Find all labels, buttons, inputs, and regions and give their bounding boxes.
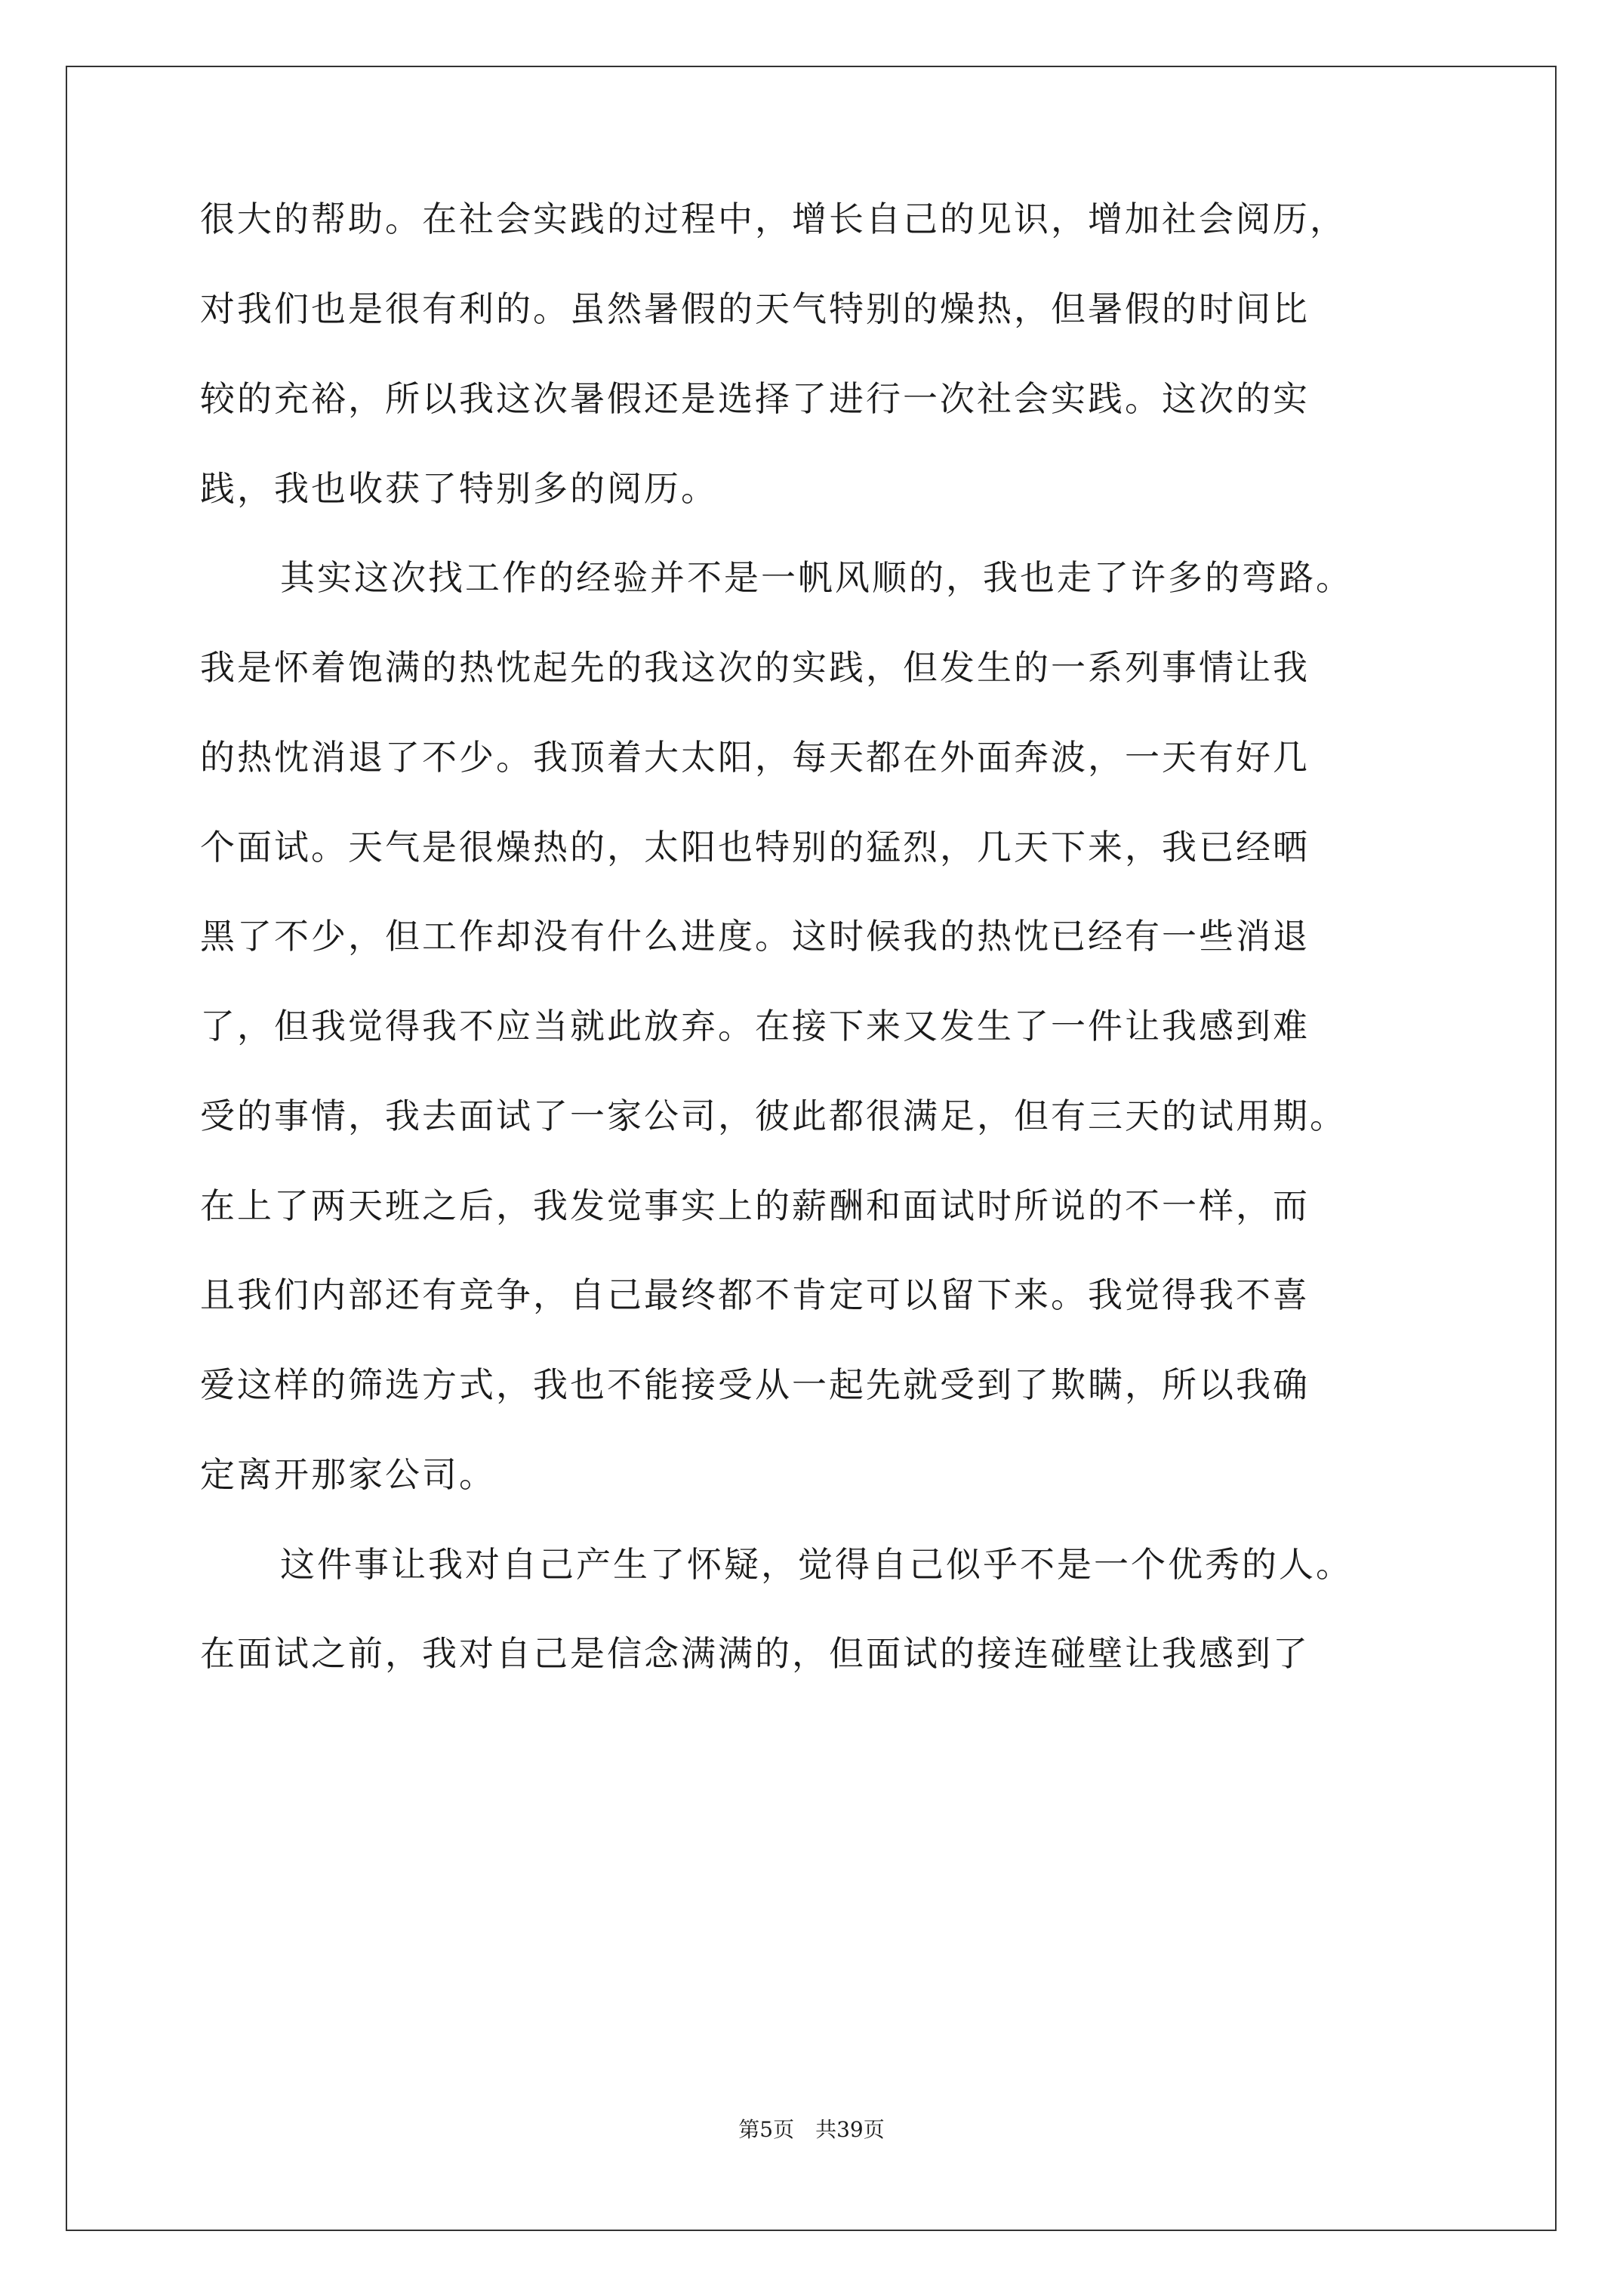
text-line: 践，我也收获了特别多的阅历。 (200, 468, 718, 509)
paragraph-start-line: 其实这次找工作的经验并不是一帆风顺的，我也走了许多的弯路。 (280, 557, 1353, 598)
page-footer (0, 2115, 1623, 2145)
text-line: 我是怀着饱满的热忱起先的我这次的实践，但发生的一系列事情让我 (200, 647, 1310, 688)
text-line: 在上了两天班之后，我发觉事实上的薪酬和面试时所说的不一样，而 (200, 1185, 1310, 1226)
text-line: 很大的帮助。在社会实践的过程中，增长自己的见识，增加社会阅历， (200, 199, 1347, 239)
paragraph-start-line: 这件事让我对自己产生了怀疑，觉得自己似乎不是一个优秀的人。 (280, 1544, 1353, 1585)
text-line: 了，但我觉得我不应当就此放弃。在接下来又发生了一件让我感到难 (200, 1006, 1310, 1046)
text-line: 的热忱消退了不少。我顶着大太阳，每天都在外面奔波，一天有好几 (200, 737, 1310, 778)
page-number-total: 共39页 (815, 2117, 885, 2142)
text-line: 定离开那家公司。 (200, 1454, 496, 1495)
text-line: 受的事情，我去面试了一家公司，彼此都很满足，但有三天的试用期。 (200, 1096, 1347, 1136)
text-line: 个面试。天气是很燥热的，太阳也特别的猛烈，几天下来，我已经晒 (200, 827, 1310, 868)
text-line: 且我们内部还有竞争，自己最终都不肯定可以留下来。我觉得我不喜 (200, 1274, 1310, 1315)
text-line: 爱这样的筛选方式，我也不能接受从一起先就受到了欺瞒，所以我确 (200, 1364, 1310, 1405)
text-line: 黑了不少，但工作却没有什么进度。这时候我的热忱已经有一些消退 (200, 916, 1310, 957)
text-line: 较的充裕，所以我这次暑假还是选择了进行一次社会实践。这次的实 (200, 378, 1310, 419)
text-line: 对我们也是很有利的。虽然暑假的天气特别的燥热，但暑假的时间比 (200, 288, 1310, 329)
text-line: 在面试之前，我对自己是信念满满的，但面试的接连碰壁让我感到了 (200, 1633, 1310, 1674)
page-number-current: 第5页 (738, 2117, 795, 2142)
